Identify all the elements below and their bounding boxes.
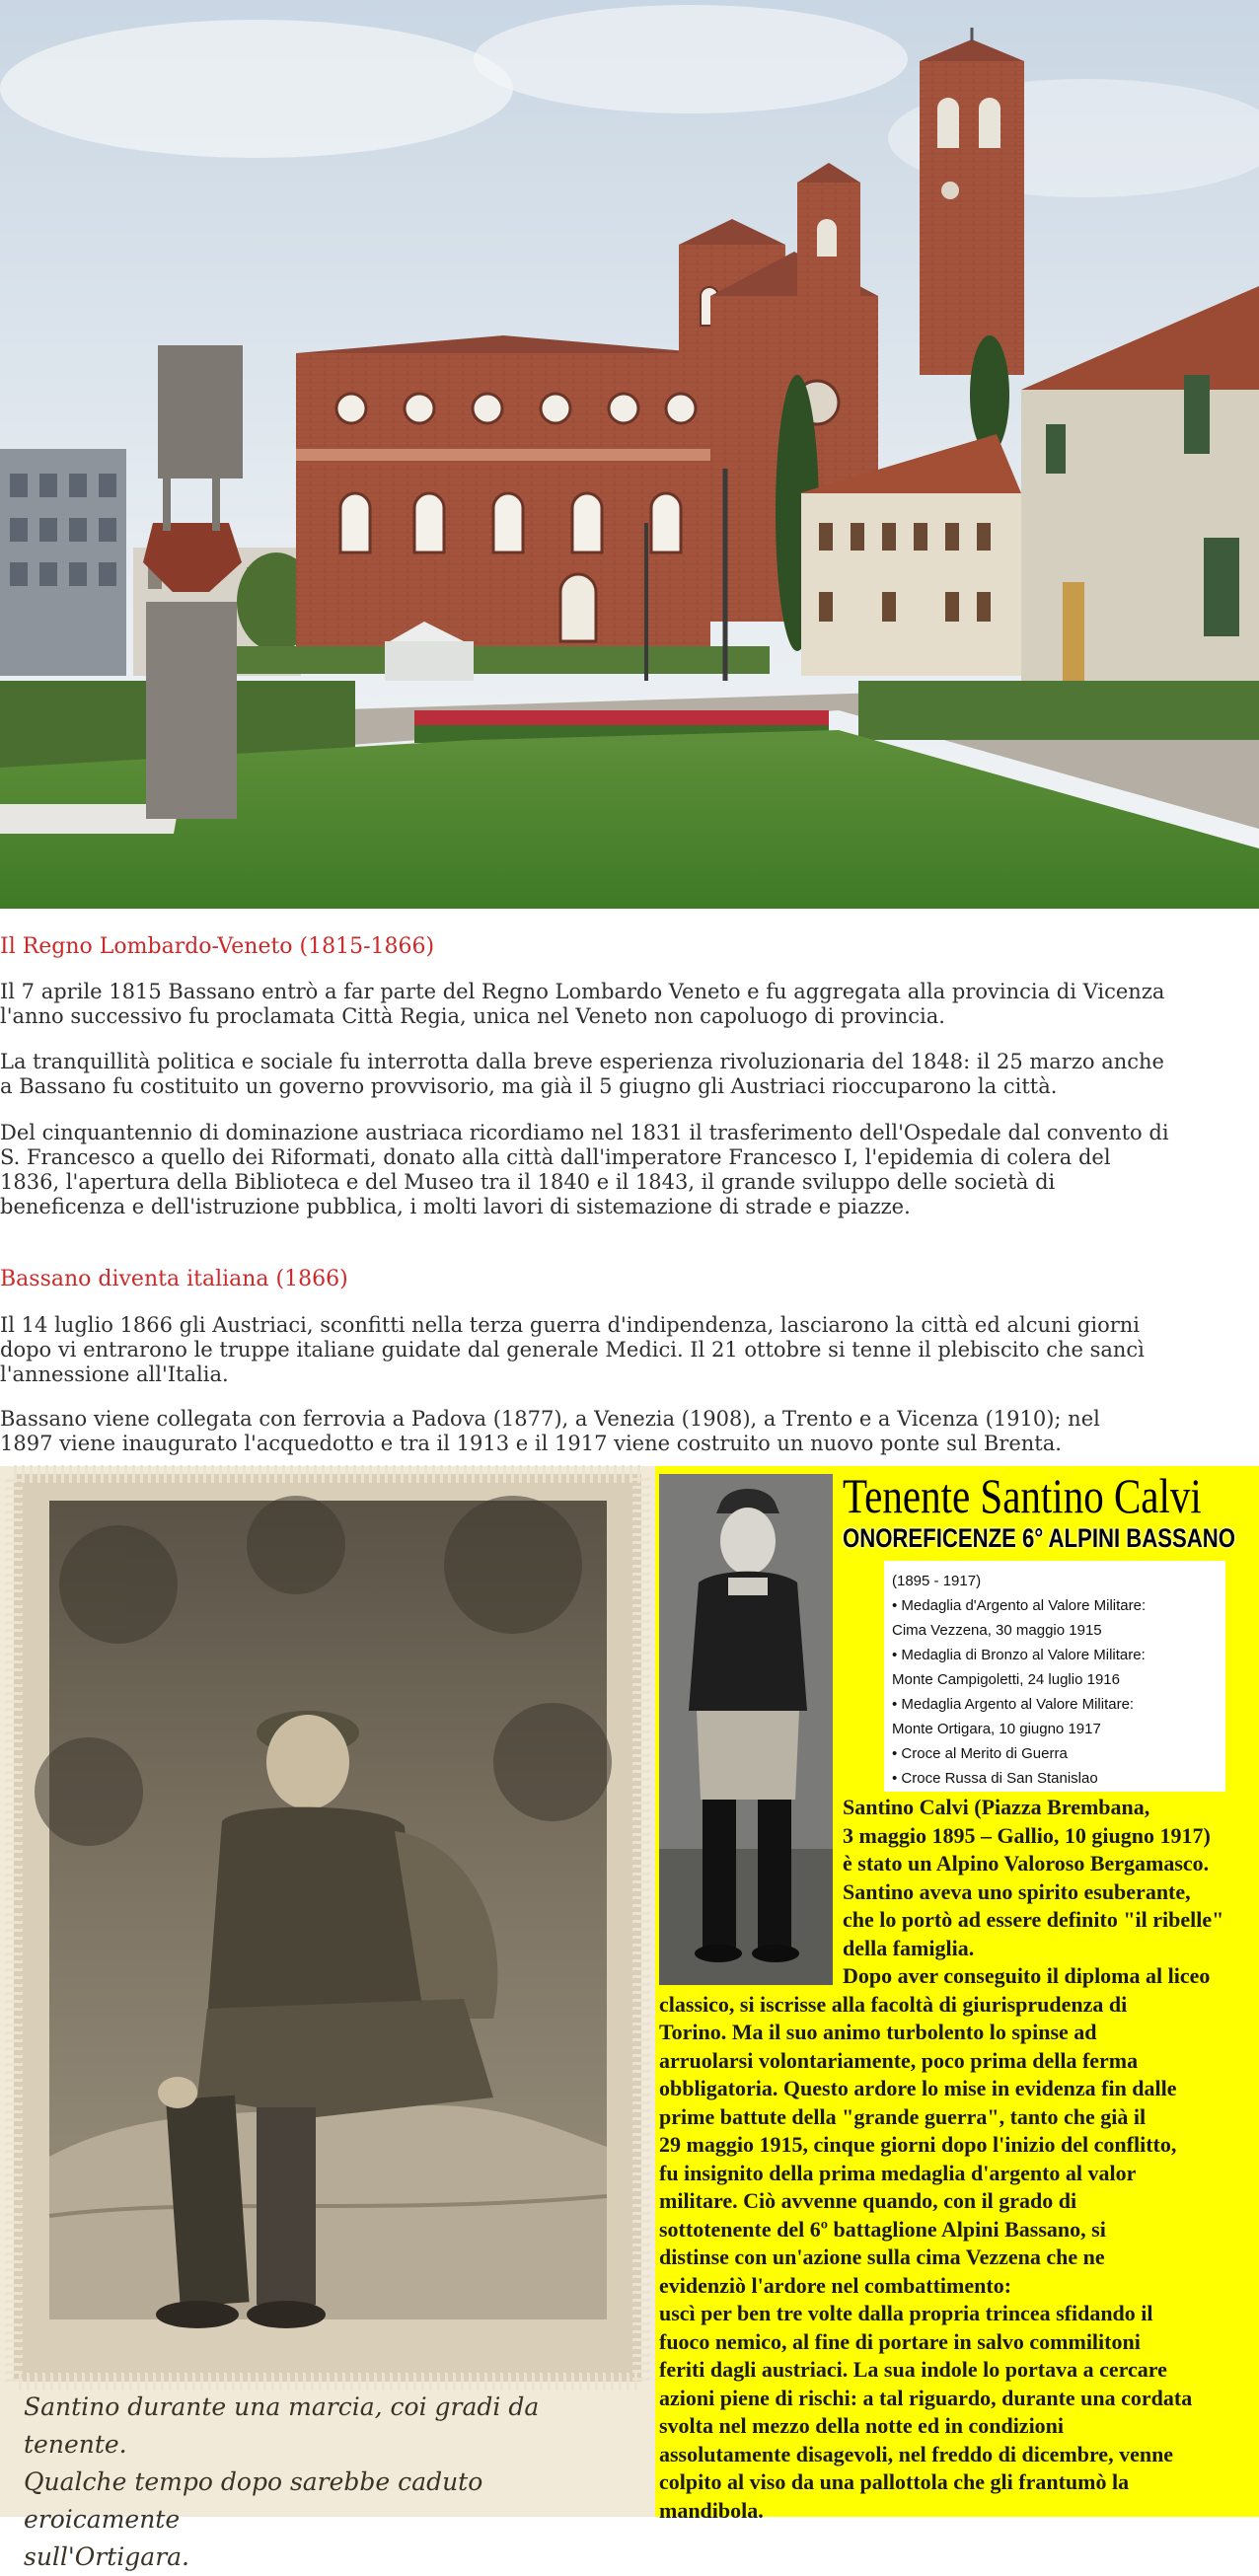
bio-line: azioni piene di rischi: a tal riguardo, durante una cordata bbox=[659, 2385, 1193, 2410]
paragraph-line: l'anno successivo fu proclamata Città Regia, unica nel Veneto non capoluogo di provincia. bbox=[0, 1004, 945, 1028]
bio-line: Dopo aver conseguito il diploma al liceo bbox=[843, 1963, 1211, 1988]
honour-item: • Croce Russa di San Stanislao bbox=[892, 1770, 1098, 1787]
paragraph-line: Il 7 aprile 1815 Bassano entrò a far parte del Regno Lombardo Veneto e fu aggregata alla provincia di Vicenza bbox=[0, 980, 1165, 1003]
honour-item: • Medaglia d'Argento al Valore Militare: bbox=[892, 1597, 1147, 1614]
paragraph-1866 bbox=[0, 1313, 1259, 1387]
paragraph-line: Del cinquantennio di dominazione austriaca ricordiamo nel 1831 il trasferimento dell'Ospedale dal convento di bbox=[0, 1121, 1169, 1144]
bio-line: che lo portò ad essere definito "il ribelle" bbox=[843, 1907, 1224, 1932]
santino-calvi-composite bbox=[0, 1466, 1259, 2571]
bio-line: mandibola. bbox=[659, 2497, 764, 2523]
section-title-bassano-italiana: Bassano diventa italiana (1866) bbox=[0, 1267, 348, 1291]
photo-caption bbox=[24, 2389, 645, 2576]
bio-line: Torino. Ma il suo animo turbolento lo spinse ad bbox=[659, 2020, 1097, 2044]
honours-list bbox=[884, 1561, 1225, 1792]
paragraph-line: a Bassano fu costituito un governo provvisorio, ma già il 5 giugno gli Austriaci rioccuparono la città. bbox=[0, 1074, 1058, 1098]
bio-line: feriti dagli austriaci. La sua indole lo portava a cercare bbox=[659, 2357, 1167, 2382]
bio-line: Santino aveva uno spirito esuberante, bbox=[843, 1878, 1191, 1904]
honour-detail: Monte Ortigara, 10 giugno 1917 bbox=[892, 1721, 1101, 1737]
bio-line: 3 maggio 1895 – Gallio, 10 giugno 1917) bbox=[843, 1822, 1211, 1848]
panel-subtitle: ONOREFICENZE 6° ALPINI BASSANO bbox=[843, 1523, 1235, 1553]
cathedral-photo bbox=[0, 0, 1259, 909]
bio-line: uscì per ben tre volte dalla propria trincea sfidando il bbox=[659, 2301, 1153, 2325]
bio-line: distinse con un'azione sulla cima Vezzena che ne bbox=[659, 2245, 1105, 2269]
bio-line: sottotenente del 6º battaglione Alpini Bassano, si bbox=[659, 2216, 1106, 2242]
caption-line: sull'Ortigara. bbox=[24, 2542, 189, 2571]
bio-line: militare. Ciò avvenne quando, con il grado di bbox=[659, 2188, 1077, 2213]
caption-line: Qualche tempo dopo sarebbe caduto eroicamente bbox=[24, 2467, 483, 2534]
bio-line: è stato un Alpino Valoroso Bergamasco. bbox=[843, 1851, 1210, 1876]
calvi-info-panel bbox=[655, 1466, 1259, 2523]
bio-line: colpito al viso da una pallottola che gli frantumò la bbox=[659, 2469, 1130, 2494]
honour-detail: Monte Campigoletti, 24 luglio 1916 bbox=[892, 1671, 1120, 1688]
cathedral-photo-illustration bbox=[0, 0, 1259, 909]
paragraph-line: dopo vi entrarono le truppe italiane guidate dal generale Medici. Il 21 ottobre si tenne il plebiscito che sancì bbox=[0, 1338, 1145, 1362]
bio-line: fuoco nemico, al fine di portare in salvo commilitoni bbox=[659, 2328, 1141, 2354]
paragraph-1815 bbox=[0, 980, 1259, 1029]
article-text bbox=[0, 909, 1259, 1466]
paragraph-line: S. Francesco a quello dei Riformati, donato alla città dall'imperatore Francesco I, l'epidemia di colera del bbox=[0, 1145, 1111, 1169]
bio-line: 29 maggio 1915, cinque giorni dopo l'inizio del conflitto, bbox=[659, 2132, 1177, 2157]
paragraph-dominazione-austriaca bbox=[0, 1121, 1259, 1219]
paragraph-ferrovia bbox=[0, 1407, 1259, 1456]
bio-line: classico, si iscrisse alla facoltà di giurisprudenza di bbox=[659, 1991, 1128, 2017]
honour-detail: Cima Vezzena, 30 maggio 1915 bbox=[892, 1622, 1102, 1639]
calvi-biography bbox=[659, 1794, 1257, 2525]
bio-line: svolta nel mezzo della notte ed in condizioni bbox=[659, 2413, 1065, 2438]
paragraph-line: 1836, l'apertura della Biblioteca e del Museo tra il 1840 e il 1843, il grande sviluppo delle società di bbox=[0, 1170, 1056, 1194]
caption-line: Santino durante una marcia, coi gradi da tenente. bbox=[24, 2392, 540, 2459]
bio-line: della famiglia. bbox=[843, 1935, 975, 1960]
paragraph-line: La tranquillità politica e sociale fu interrotta dalla breve esperienza rivoluzionaria del 1848: il 25 marzo anche bbox=[0, 1050, 1164, 1073]
bio-line: evidenziò l'ardore nel combattimento: bbox=[659, 2272, 1012, 2298]
honour-item: • Medaglia Argento al Valore Militare: bbox=[892, 1696, 1135, 1713]
honours-dates: (1895 - 1917) bbox=[892, 1573, 982, 1589]
panel-title: Tenente Santino Calvi bbox=[843, 1468, 1202, 1523]
paragraph-1848 bbox=[0, 1050, 1259, 1099]
bio-line: Santino Calvi (Piazza Brembana, bbox=[843, 1795, 1150, 1819]
bio-line: prime battute della "grande guerra", tanto che già il bbox=[659, 2103, 1147, 2129]
paragraph-line: Bassano viene collegata con ferrovia a Padova (1877), a Venezia (1908), a Trento e a Vicenza (1910); nel bbox=[0, 1407, 1100, 1431]
alpine-soldier-photo bbox=[0, 1466, 655, 2517]
bio-line: assolutamente disagevoli, nel freddo di dicembre, venne bbox=[659, 2441, 1174, 2466]
paragraph-line: Il 14 luglio 1866 gli Austriaci, sconfitti nella terza guerra d'indipendenza, lasciarono la città ed alcuni giorni bbox=[0, 1313, 1140, 1337]
paragraph-line: 1897 viene inaugurato l'acquedotto e tra il 1913 e il 1917 viene costruito un nuovo ponte sul Brenta. bbox=[0, 1432, 1062, 1455]
paragraph-line: l'annessione all'Italia. bbox=[0, 1362, 229, 1386]
bio-line: fu insignito della prima medaglia d'argento al valor bbox=[659, 2160, 1137, 2185]
bio-line: obbligatoria. Questo ardore lo mise in evidenza fin dalle bbox=[659, 2076, 1177, 2100]
honour-item: • Medaglia di Bronzo al Valore Militare: bbox=[892, 1647, 1146, 1663]
section-title-lombardo-veneto: Il Regno Lombardo-Veneto (1815-1866) bbox=[0, 934, 435, 959]
bio-line: arruolarsi volontariamente, poco prima della ferma bbox=[659, 2047, 1139, 2073]
vintage-photo-card bbox=[0, 1466, 655, 2571]
paragraph-line: beneficenza e dell'istruzione pubblica, i molti lavori di sistemazione di strade e piazze. bbox=[0, 1195, 911, 1218]
honour-item: • Croce al Merito di Guerra bbox=[892, 1745, 1068, 1762]
